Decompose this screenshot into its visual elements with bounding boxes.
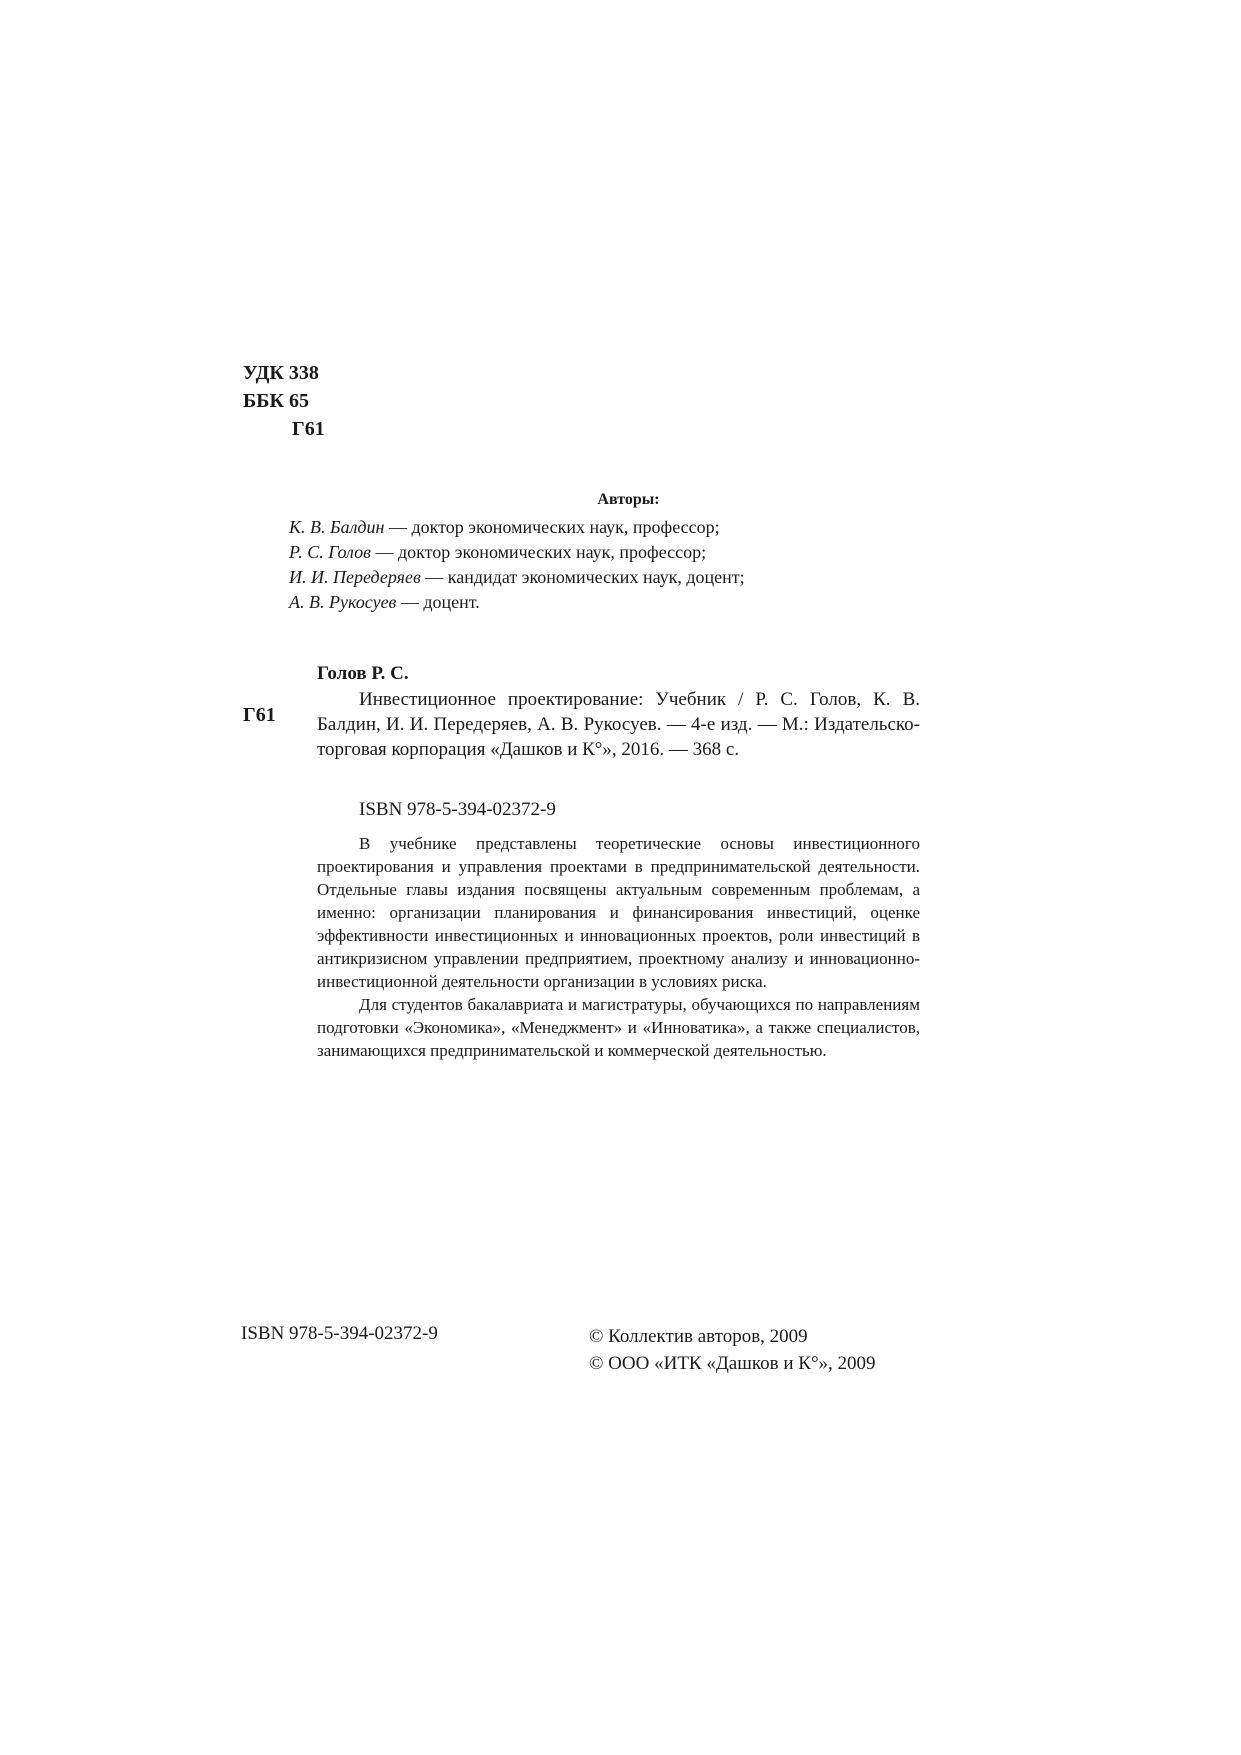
author-role: — доктор экономических наук, профессор; — [370, 542, 707, 562]
author-role: — доцент. — [396, 592, 480, 612]
author-line — [289, 565, 745, 590]
abstract-paragraph: В учебнике представлены теоретические основы инвестиционного проектирования и управления проектами в предпринимательской деятельности. Отдельные главы издания посвящены актуальным современным проблемам, а именно: организации планирования и финансирования инвестиций, оценке эффективности инвестиционных и инновационных проектов, роли инвестиций в антикризисном управлении предприятием, проектному анализу и инновационно-инвестиционной деятельности организации в условиях риска. — [317, 834, 920, 991]
classification-codes — [243, 359, 325, 443]
bibliographic-text: Инвестиционное проектирование: Учебник / Р. С. Голов, К. В. Балдин, И. И. Передеряев, А. В. Рукосуев. — 4-е изд. — М.: Издательско-торговая корпорация «Дашков и К°», 2016. — 368 с. — [317, 689, 920, 760]
footer-isbn: ISBN 978-5-394-02372-9 — [241, 1323, 438, 1344]
authors-list — [289, 515, 745, 615]
author-line — [289, 540, 745, 565]
copyright-block — [589, 1323, 876, 1377]
author-name: К. В. Балдин — [289, 517, 385, 537]
author-role: — кандидат экономических наук, доцент; — [420, 567, 745, 587]
entry-isbn: ISBN 978-5-394-02372-9 — [359, 799, 556, 820]
abstract-paragraph: Для студентов бакалавриата и магистратуры, обучающихся по направлениям подготовки «Экономика», «Менеджмент» и «Инноватика», а также специалистов, занимающихся предпринимательской и коммерческой деятельностью. — [317, 995, 920, 1060]
bibliographic-description — [317, 687, 920, 762]
author-name: Р. С. Голов — [289, 542, 371, 562]
copyright-authors: © Коллектив авторов, 2009 — [589, 1326, 808, 1347]
udk-code: УДК 338 — [243, 362, 319, 384]
author-line — [289, 590, 745, 615]
abstract — [317, 832, 920, 1062]
copyright-publisher: © ООО «ИТК «Дашков и К°», 2009 — [589, 1353, 876, 1374]
entry-heading: Голов Р. С. — [317, 663, 409, 684]
authors-title: Авторы: — [597, 491, 660, 508]
author-sign: Г61 — [292, 418, 325, 440]
entry-sign: Г61 — [243, 704, 276, 726]
author-role: — доктор экономических наук, профессор; — [384, 517, 720, 537]
bbk-code: ББК 65 — [243, 390, 309, 412]
author-name: И. И. Передеряев — [289, 567, 421, 587]
author-name: А. В. Рукосуев — [289, 592, 397, 612]
author-line — [289, 515, 745, 540]
